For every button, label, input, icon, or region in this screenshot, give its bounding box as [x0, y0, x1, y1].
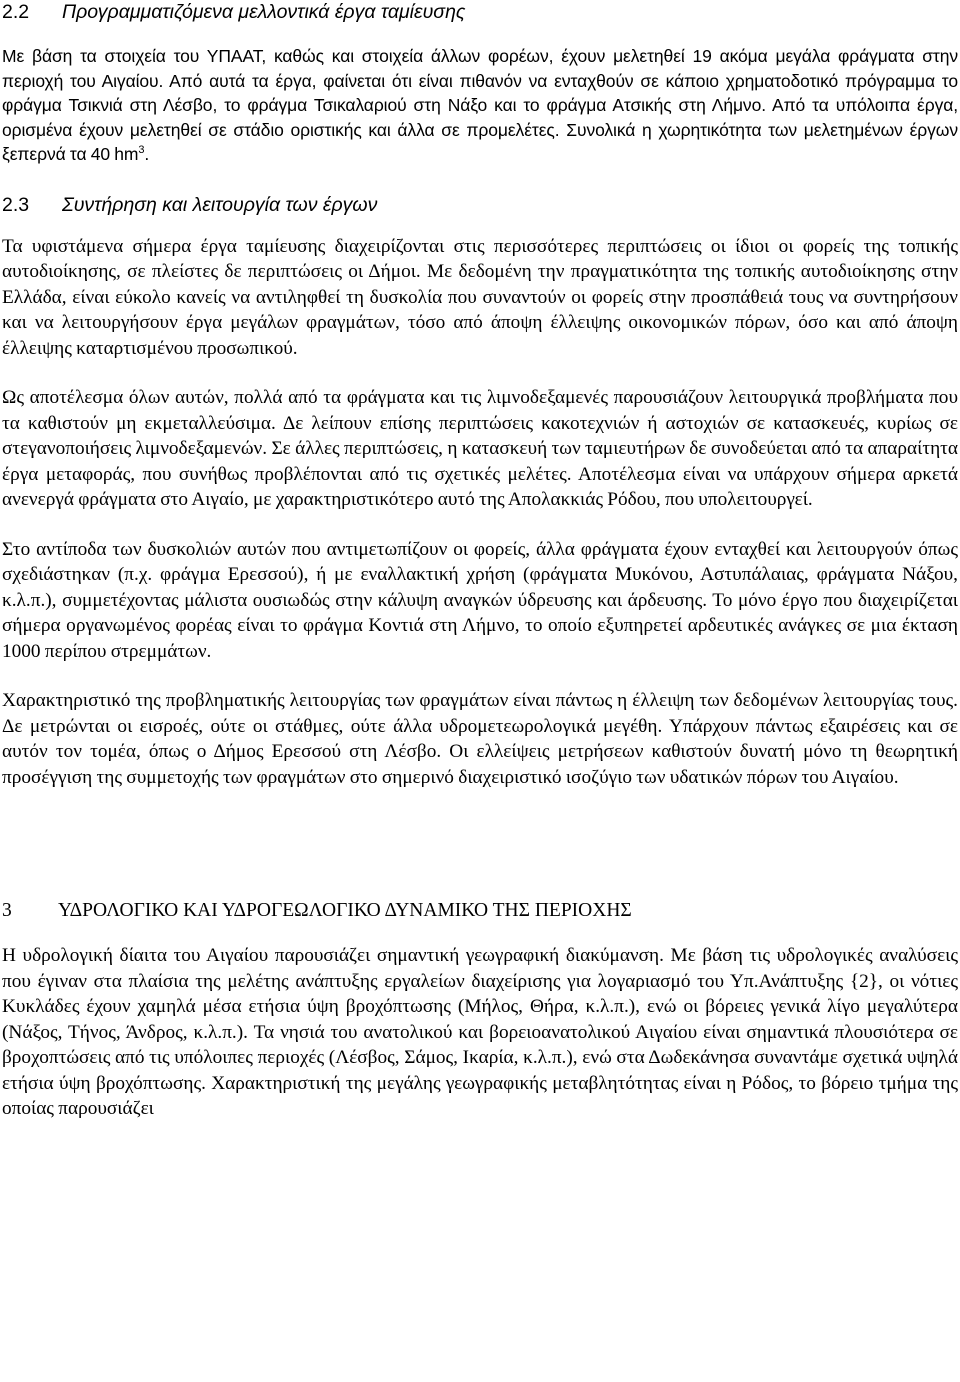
- superscript-3: 3: [138, 144, 145, 156]
- section-2-2-heading: [2, 0, 958, 24]
- section-2-3-number: 2.3: [2, 193, 30, 216]
- section-2-2-title: Προγραμματιζόμενα μελλοντικά έργα ταμίευσης: [62, 1, 466, 23]
- section-2-3-paragraph-4: Χαρακτηριστικό της προβληματικής λειτουργίας των φραγμάτων είναι πάντως η έλλειψη των δεδομένων λειτουργίας τους. Δε μετρώνται οι εισροές, ούτε οι στάθμες, ούτε άλλα υδρομετεωρολογικά μεγέθη. Υπάρχουν πάντως εξαιρέσεις και σε αυτόν τον τομέα, όπως ο Δήμος Ερεσσού στη Λέσβο. Οι ελλείψεις μετρήσεων καθιστούν δυνατή μόνο τη θεωρητική προσέγγιση της συμμετοχής των φραγμάτων στο σημερινό διαχειριστικό ισοζύγιο των υδατικών πόρων του Αιγαίου.: [2, 690, 958, 788]
- chapter-3-number: 3: [2, 900, 12, 921]
- section-2-3-paragraph-1: Τα υφιστάμενα σήμερα έργα ταμίευσης διαχειρίζονται στις περισσότερες περιπτώσεις οι ίδιοι οι φορείς της τοπικής αυτοδιοίκησης, σε πλείστες δε περιπτώσεις οι Δήμοι. Με δεδομένη την πραγματικότητα της τοπικής αυτοδιοίκησης στην Ελλάδα, είναι εύκολο κανείς να αντιληφθεί τη δυσκολία που συναντούν οι φορείς στην προσπάθειά τους να συντηρήσουν και να λειτουργήσουν έργα μεγάλων φραγμάτων, τόσο από άποψη έλλειψης οικονομικών πόρων, όσο και από άποψη έλλειψης καταρτισμένου προσωπικού.: [2, 235, 958, 359]
- section-2-3-paragraph-2: Ως αποτέλεσμα όλων αυτών, πολλά από τα φράγματα και τις λιμνοδεξαμενές παρουσιάζουν λειτουργικά προβλήματα που τα καθιστούν μη εκμεταλλεύσιμα. Δε λείπουν επίσης περιπτώσεις κακοτεχνιών ή αστοχιών σε κατασκευές, κυρίως σε στεγανοποιήσεις λιμνοδεξαμενών. Σε άλλες περιπτώσεις, η κατασκευή των ταμιευτήρων δε συνοδεύεται από τα απαραίτητα έργα μεταφοράς, που συνήθως προβλέπονται από τις σχετικές μελέτες. Αποτέλεσμα είναι να υπάρχουν σήμερα αρκετά ανενεργά φράγματα στο Αιγαίο, με χαρακτηριστικότερο αυτό της Απολακκιάς Ρόδου, που υπολειτουργεί.: [2, 387, 958, 510]
- chapter-3-title: ΥΔΡΟΛΟΓΙΚΟ ΚΑΙ ΥΔΡΟΓΕΩΛΟΓΙΚΟ ΔΥΝΑΜΙΚΟ ΤΗΣ ΠΕΡΙΟΧΗΣ: [58, 900, 632, 921]
- section-2-2-paragraph: Με βάση τα στοιχεία του ΥΠΑΑΤ, καθώς και στοιχεία άλλων φορέων, έχουν μελετηθεί 19 ακόμα μεγάλα φράγματα στην περιοχή του Αιγαίου. Από αυτά τα έργα, φαίνεται ότι είναι πιθανόν να ενταχθούν σε κάποιο χρηματοδοτικό πρόγραμμα το φράγμα Τσικνιά στη Λέσβο, το φράγμα Τσικαλαριού στη Νάξο και το φράγμα Ατσικής στη Λήμνο. Από τα υπόλοιπα έργα, ορισμένα έχουν μελετηθεί σε στάδιο οριστικής και άλλα σε προμελέτες. Συνολικά η χωρητικότητα των μελετημένων έργων ξεπερνά τα 40 $hm^3$.: [2, 46, 958, 164]
- section-2-2-number: 2.2: [2, 1, 30, 23]
- chapter-3-paragraph: Η υδρολογική δίαιτα του Αιγαίου παρουσιάζει σημαντική γεωγραφική διακύμανση. Με βάση τις υδρολογικές αναλύσεις που έγιναν στα πλαίσια της μελέτης ανάπτυξης εργαλείων διαχείρισης για λογαριασμό του Υπ.Ανάπτυξης {2}, οι νότιες Κυκλάδες έχουν χαμηλά μέσα ετήσια ύψη βροχόπτωσης (Μήλος, Θήρα, κ.λ.π.), ενώ οι βόρειες γενικά λίγο μεγαλύτερα (Νάξος, Τήνος, Άνδρος, κ.λ.π.). Τα νησιά του ανατολικού και βορειοανατολικού Αιγαίου είναι σημαντικά πλουσιότερα σε βροχοπτώσεις από τις υπόλοιπες περιοχές (Λέσβος, Σάμος, Ικαρία, κ.λ.π.), ενώ στα Δωδεκάνησα συναντάμε σχετικά υψηλά ετήσια ύψη βροχόπτωσης. Χαρακτηριστική της μεγάλης γεωγραφικής μεταβλητότητας είναι η Ρόδος, το βόρειο τμήμα της οποίας παρουσιάζει: [2, 945, 958, 1119]
- section-2-3-title: Συντήρηση και λειτουργία των έργων: [62, 193, 378, 216]
- section-2-3-paragraph-3: Στο αντίποδα των δυσκολιών αυτών που αντιμετωπίζουν οι φορείς, άλλα φράγματα έχουν ενταχθεί και λειτουργούν όπως σχεδιάστηκαν (π.χ. φράγμα Ερεσσού), ή με εναλλακτική χρήση (φράγματα Μυκόνου, Αστυπάλαιας, φράγματα Νάξου, κ.λ.π.), συμμετέχοντας μάλιστα ουσιωδώς στην κάλυψη αναγκών ύδρευσης και άρδευσης. Το μόνο έργο που διαχειρίζεται σήμερα οργανωμένος φορέας είναι το φράγμα Κοντιά στη Λήμνο, το οποίο εξυπηρετεί αρδευτικές ανάγκες σε μια έκταση 1000 περίπου στρεμμάτων.: [2, 538, 958, 662]
- chapter-3-heading: [2, 898, 958, 923]
- section-2-3-heading: [2, 193, 958, 217]
